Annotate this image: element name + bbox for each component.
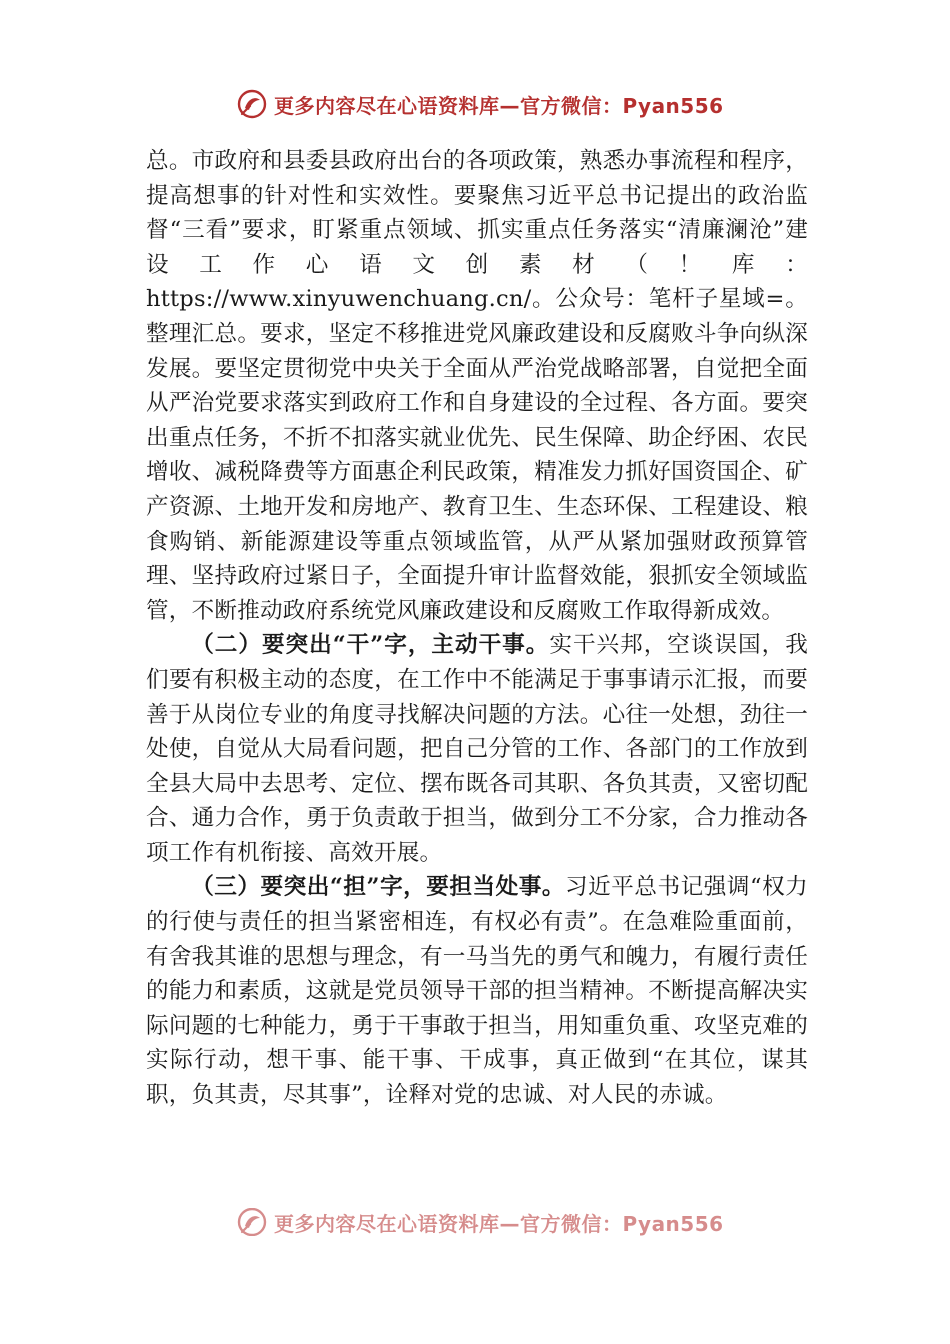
paragraph-1: 总。市政府和县委县政府出台的各项政策，熟悉办事流程和程序，提高想事的针对性和实效性。要聚焦习近平总书记提出的政治监督“三看”要求，盯紧重点领域、抓实重点任务落实“清廉澜沧”建设工作心语文创素材（！库：https://www.xinyuwenchuang.cn/。公众号：笔杆子星域=。整理汇总。要求，坚定不移推进党风廉政建设和反腐败斗争向纵深发展。要坚定贯彻党中央关于全面从严治党战略部署，自觉把全面从严治党要求落实到政府工作和自身建设的全过程、各方面。要突出重点任务，不折不扣落实就业优先、民生保障、助企纾困、农民增收、减税降费等方面惠企利民政策，精准发力抓好国资国企、矿产资源、土地开发和房地产、教育卫生、生态环保、工程建设、粮食购销、新能源建设等重点领域监管，从严从紧加强财政预算管理、坚持政府过紧日子，全面提升审计监督效能，狠抓安全领域监管，不断推动政府系统党风廉政建设和反腐败工作取得新成效。 bbox=[146, 148, 808, 624]
section-3-heading: （三）要突出“担”字，要担当处事。 bbox=[191, 874, 566, 901]
section-2-heading: （二）要突出“干”字，主动干事。 bbox=[191, 632, 550, 659]
footer-watermark-text: 更多内容尽在心语资料库—官方微信：Pyan556 bbox=[274, 1211, 724, 1236]
footer-watermark bbox=[236, 1208, 756, 1236]
brand-logo-icon bbox=[236, 1208, 268, 1236]
section-2-paragraph bbox=[146, 628, 808, 870]
section-3-body: 习近平总书记强调“权力的行使与责任的担当紧密相连，有权必有责”。在急难险重面前，有舍我其谁的思想与理念，有一马当先的勇气和魄力，有履行责任的能力和素质，这就是党员领导干部的担当精神。不断提高解决实际问题的七种能力，勇于干事敢于担当，用知重负重、攻坚克难的实际行动，想干事、能干事、干成事，真正做到“在其位，谋其职，负其责，尽其事”，诠释对党的忠诚、对人民的赤诚。 bbox=[146, 874, 808, 1109]
document-body bbox=[146, 144, 808, 1113]
brand-logo-icon bbox=[236, 88, 268, 120]
section-3-paragraph bbox=[146, 870, 808, 1112]
header-watermark bbox=[236, 86, 756, 122]
section-2-body: 实干兴邦，空谈误国，我们要有积极主动的态度，在工作中不能满足于事事请示汇报，而要善于从岗位专业的角度寻找解决问题的方法。心往一处想，劲往一处使，自觉从大局看问题，把自己分管的工作、各部门的工作放到全县大局中去思考、定位、摆布既各司其职、各负其责，又密切配合、通力合作，勇于负责敢于担当，做到分工不分家，合力推动各项工作有机衔接、高效开展。 bbox=[146, 632, 808, 866]
header-watermark-text: 更多内容尽在心语资料库—官方微信：Pyan556 bbox=[274, 93, 724, 118]
